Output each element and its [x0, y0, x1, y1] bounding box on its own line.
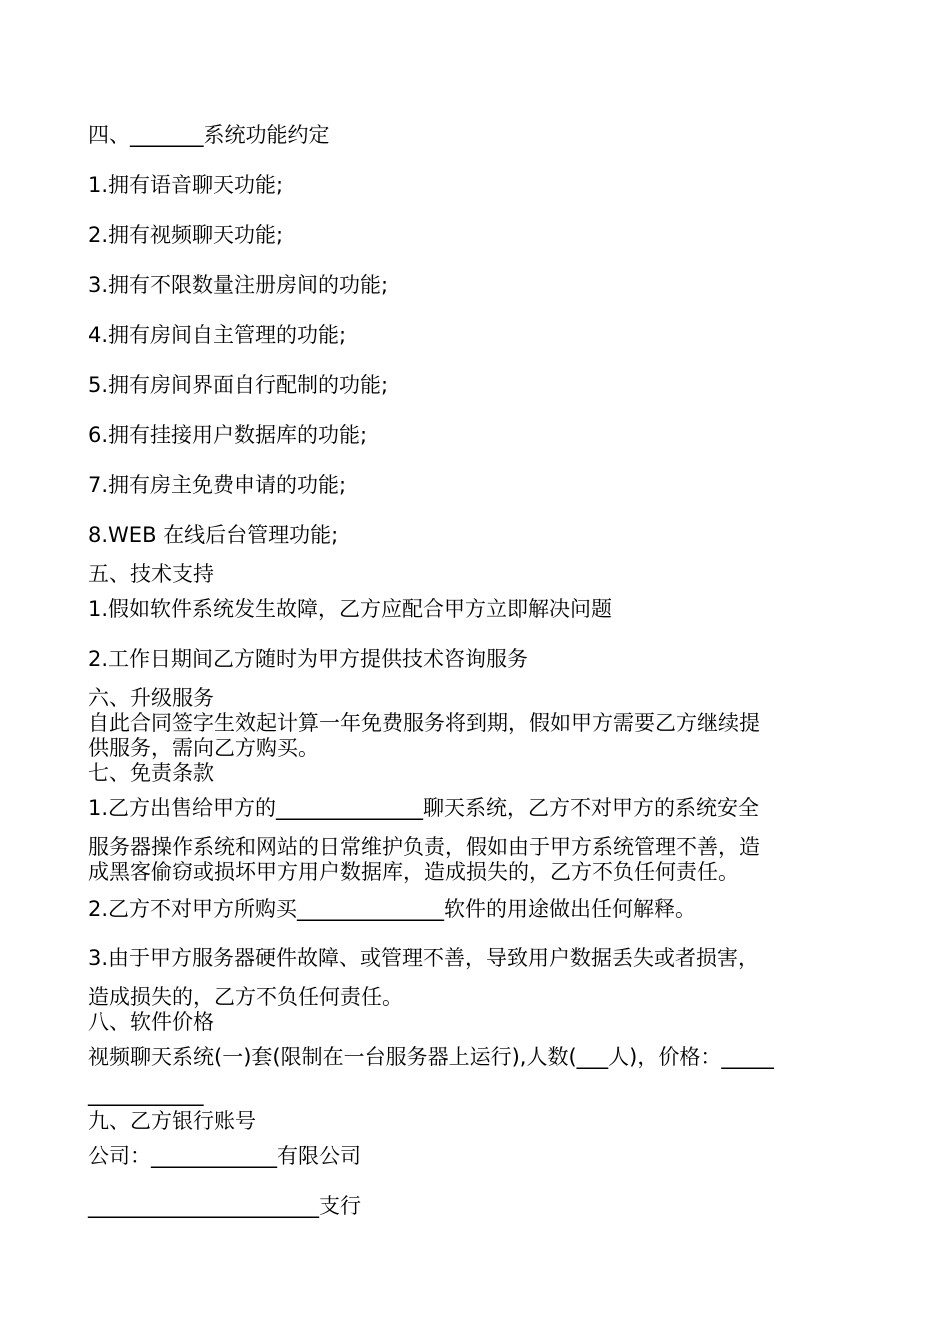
list-item: 1.假如软件系统发生故障，乙方应配合甲方立即解决问题	[88, 597, 613, 621]
list-item: 7.拥有房主免费申请的功能;	[88, 473, 347, 497]
section-heading-5: 五、技术支持	[88, 562, 214, 586]
list-item: 2.拥有视频聊天功能;	[88, 223, 284, 247]
price-line: 视频聊天系统(一)套(限制在一台服务器上运行),人数(___人)，价格：_____	[88, 1045, 774, 1069]
section-heading-8: 八、软件价格	[88, 1010, 214, 1034]
company-line: 公司：____________有限公司	[88, 1144, 361, 1168]
paragraph-line: 服务器操作系统和网站的日常维护负责，假如由于甲方系统管理不善，造	[88, 835, 760, 859]
list-item: 2.工作日期间乙方随时为甲方提供技术咨询服务	[88, 647, 529, 671]
list-item: 3.由于甲方服务器硬件故障、或管理不善，导致用户数据丢失或者损害，	[88, 946, 760, 970]
section-heading-7: 七、免责条款	[88, 761, 214, 785]
paragraph-line: 造成损失的，乙方不负任何责任。	[88, 985, 403, 1009]
paragraph-line: 成黑客偷窃或损坏甲方用户数据库，造成损失的，乙方不负任何责任。	[88, 860, 739, 884]
branch-line: ______________________支行	[88, 1194, 361, 1218]
paragraph-line: 供服务，需向乙方购买。	[88, 736, 319, 760]
section-heading-4: 四、_______系统功能约定	[88, 123, 330, 147]
section-heading-6: 六、升级服务	[88, 686, 214, 710]
list-item: 1.拥有语音聊天功能;	[88, 173, 284, 197]
price-blank: ___________	[88, 1082, 204, 1106]
list-item: 6.拥有挂接用户数据库的功能;	[88, 423, 368, 447]
list-item: 1.乙方出售给甲方的______________聊天系统，乙方不对甲方的系统安全	[88, 796, 760, 820]
list-item: 2.乙方不对甲方所购买______________软件的用途做出任何解释。	[88, 897, 697, 921]
list-item: 5.拥有房间界面自行配制的功能;	[88, 373, 389, 397]
section-heading-9: 九、乙方银行账号	[88, 1109, 256, 1133]
list-item: 3.拥有不限数量注册房间的功能;	[88, 273, 389, 297]
list-item: 4.拥有房间自主管理的功能;	[88, 323, 347, 347]
paragraph-line: 自此合同签字生效起计算一年免费服务将到期，假如甲方需要乙方继续提	[88, 711, 760, 735]
list-item: 8.WEB 在线后台管理功能;	[88, 523, 339, 547]
